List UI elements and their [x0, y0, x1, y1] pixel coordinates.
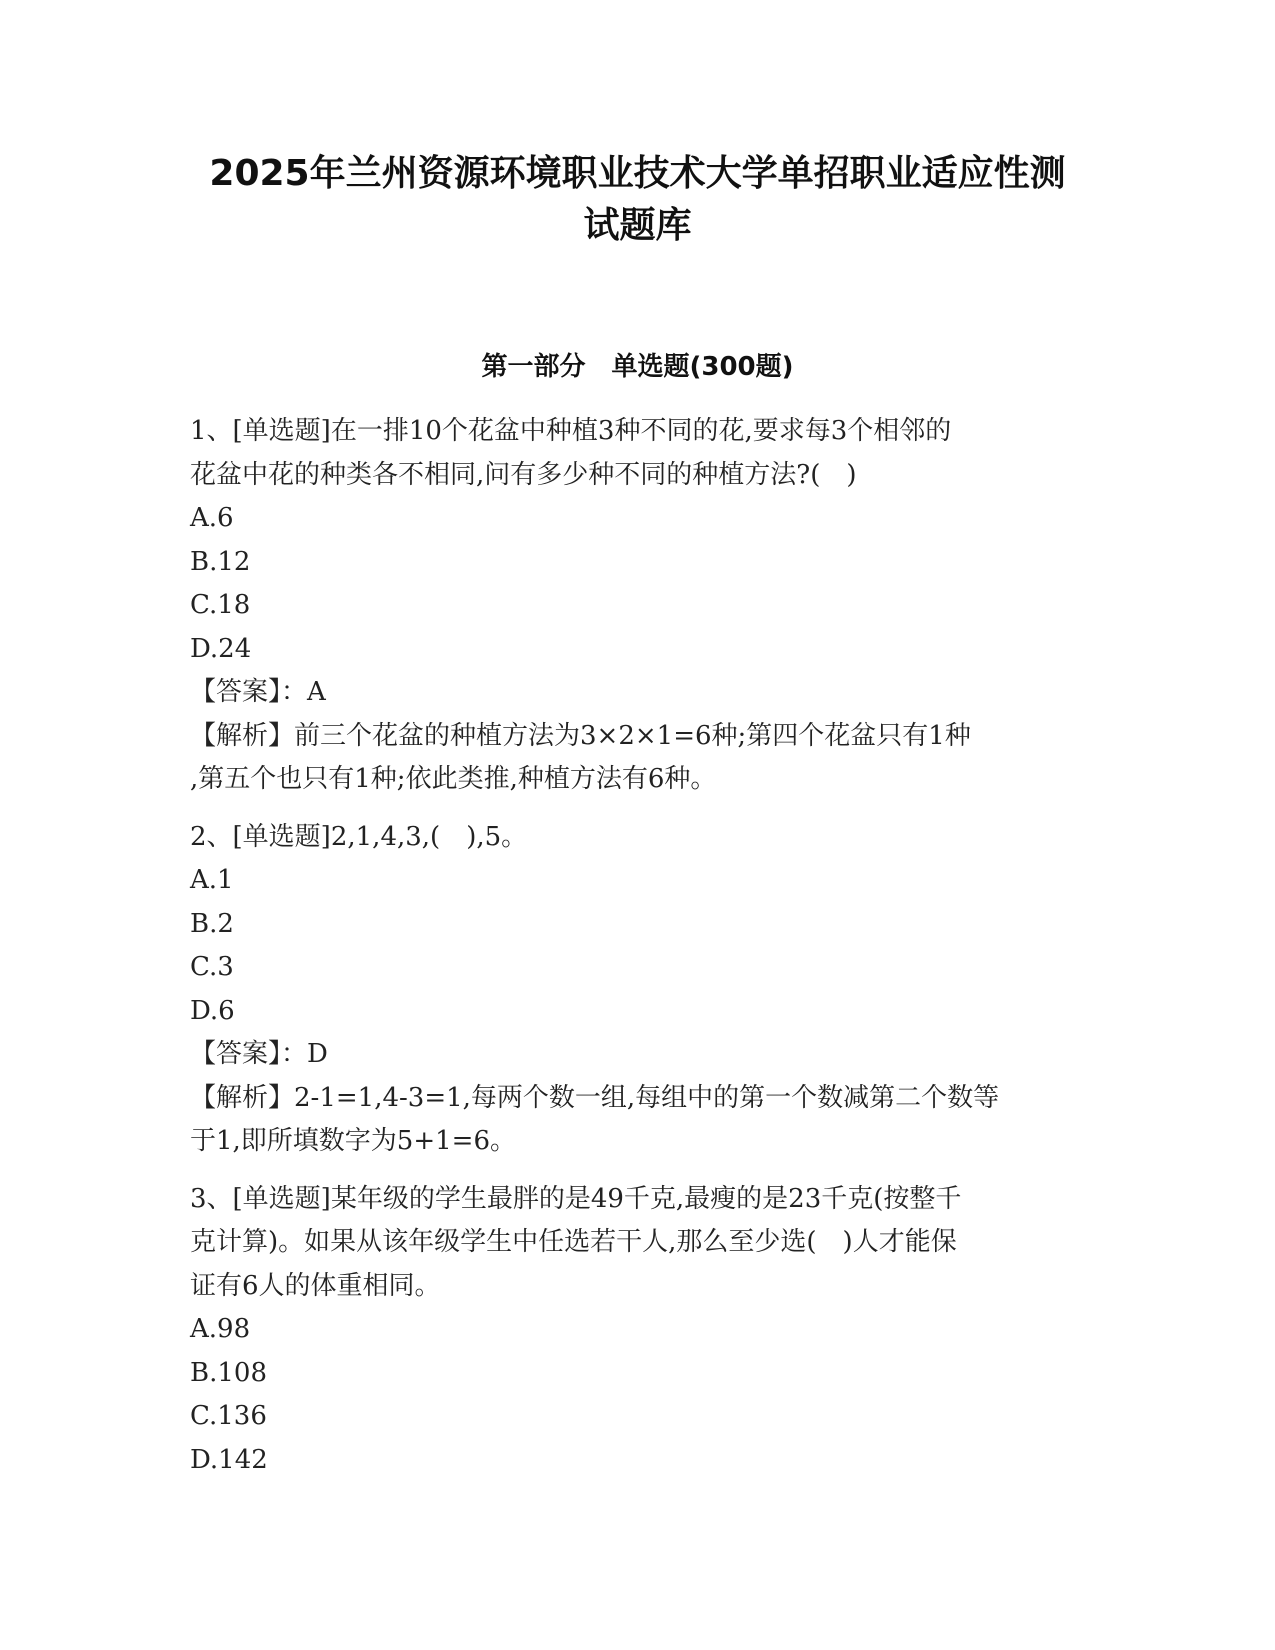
question-stem: 花盆中花的种类各不相同,问有多少种不同的种植方法?( ) — [190, 459, 857, 490]
answer: 【答案】：D — [190, 1039, 328, 1069]
option-b: B.108 — [190, 1357, 267, 1388]
analysis: 于1,即所填数字为5+1=6。 — [190, 1126, 517, 1156]
document-title-line-2: 试题库 — [583, 205, 692, 246]
document-title — [150, 148, 1125, 252]
option-c: C.3 — [190, 952, 234, 982]
question-stem: 克计算)。如果从该年级学生中任选若干人,那么至少选( )人才能保 — [190, 1227, 957, 1257]
option-d: D.6 — [190, 995, 235, 1026]
question-3 — [190, 1178, 1090, 1483]
option-b: B.12 — [190, 546, 251, 577]
option-a: A.6 — [190, 503, 234, 533]
question-list — [190, 410, 1090, 1496]
option-c: C.136 — [190, 1401, 267, 1431]
option-d: D.142 — [190, 1444, 268, 1475]
section-title: 第一部分 单选题(300题) — [481, 352, 794, 382]
analysis: ,第五个也只有1种;依此类推,种植方法有6种。 — [190, 764, 717, 794]
option-a: A.98 — [190, 1314, 251, 1344]
option-b: B.2 — [190, 908, 234, 939]
question-2 — [190, 816, 1090, 1164]
answer: 【答案】：A — [190, 677, 326, 707]
option-a: A.1 — [190, 865, 234, 895]
question-1 — [190, 410, 1090, 802]
analysis: 【解析】前三个花盆的种植方法为3×2×1=6种;第四个花盆只有1种 — [190, 720, 971, 751]
question-stem: 2、[单选题]2,1,4,3,( ),5。 — [190, 821, 528, 852]
document-title-line-1: 2025年兰州资源环境职业技术大学单招职业适应性测 — [209, 153, 1066, 194]
option-c: C.18 — [190, 590, 251, 620]
option-d: D.24 — [190, 633, 252, 664]
question-stem: 证有6人的体重相同。 — [190, 1270, 441, 1301]
analysis: 【解析】2-1=1,4-3=1,每两个数一组,每组中的第一个数减第二个数等 — [190, 1082, 1000, 1113]
question-stem: 3、[单选题]某年级的学生最胖的是49千克,最瘦的是23千克(按整千 — [190, 1183, 962, 1214]
question-stem: 1、[单选题]在一排10个花盆中种植3种不同的花,要求每3个相邻的 — [190, 416, 952, 446]
